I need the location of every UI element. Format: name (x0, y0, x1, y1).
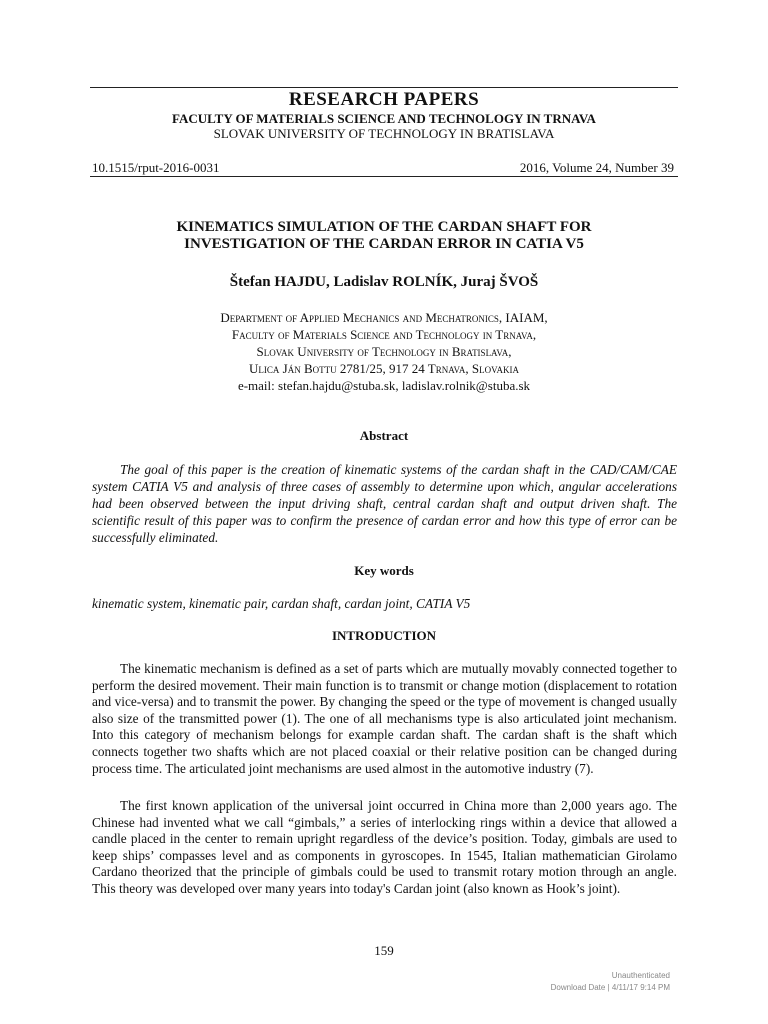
journal-title: RESEARCH PAPERS (288, 89, 480, 110)
doi: 10.1515/rput-2016-0031 (92, 160, 220, 175)
keywords-heading: Key words (354, 563, 414, 578)
email: e-mail: stefan.hajdu@stuba.sk, ladislav.rolnik@stuba.sk (237, 378, 531, 393)
top-rule (90, 87, 678, 88)
volume-info: 2016, Volume 24, Number 39 (519, 160, 674, 175)
affiliation-line-1: Department of Applied Mechanics and Mechatronics, IAIAM, (220, 310, 548, 325)
introduction-paragraph-2: The first known application of the universal joint occurred in China more than 2,000 years ago. The Chinese had invented what we call “gimbals,” a series of interlocking rings within a device that allowed a candle placed in the center to remain upright regardless of the device’s position. Today, gimbals are used to keep ships’ compasses level and as components in gyroscopes. In 1545, Italian mathematician Girolamo Cardano theorized that the principle of gimbals could be used to transmit rotary motion through an angle. This theory was developed over many years into today's Cardan joint (also known as Hook’s joint). (92, 798, 677, 896)
paper-title-line-1: KINEMATICS SIMULATION OF THE CARDAN SHAFT FOR (176, 219, 592, 235)
affiliation-line-2: Faculty of Materials Science and Technology in Trnava, (231, 327, 537, 342)
watermark-download-date: Download Date | 4/11/17 9:14 PM (550, 983, 670, 992)
abstract-text: The goal of this paper is the creation of kinematic systems of the cardan shaft in the CAD/CAM/CAE system CATIA V5 and analysis of three cases of assembly to determine upon which, angular accelerations had been observed between the input driving shaft, central cardan shaft and output driven shaft. The scientific result of this paper was to confirm the presence of cardan error and how this type of error can be successfully eliminated. (92, 462, 677, 545)
authors: Štefan HAJDU, Ladislav ROLNÍK, Juraj ŠVOŠ (229, 274, 539, 290)
paper-title-line-2: INVESTIGATION OF THE CARDAN ERROR IN CATIA V5 (184, 236, 584, 252)
university-line: SLOVAK UNIVERSITY OF TECHNOLOGY IN BRATISLAVA (213, 126, 555, 141)
abstract-heading: Abstract (359, 428, 409, 443)
affiliation-line-4: Ulica Ján Bottu 2781/25, 917 24 Trnava, Slovakia (249, 361, 519, 376)
keywords-text: kinematic system, kinematic pair, cardan shaft, cardan joint, CATIA V5 (92, 596, 471, 611)
page-number: 159 (374, 943, 394, 958)
introduction-heading: INTRODUCTION (331, 628, 436, 643)
affiliation-line-3: Slovak University of Technology in Bratislava, (256, 344, 512, 359)
introduction-paragraph-1: The kinematic mechanism is defined as a set of parts which are mutually movably connected together to perform the desired movement. Their main function is to transmit or change motion (displacement to rotation and vice-versa) and to transmit the power. By changing the speed or the type of movement is changed usually also size of the transmitted power (1). The one of all mechanisms type is also articulated joint mechanism. Into this category of mechanism belongs for example cardan shaft. The cardan shaft is the shaft which connects together two shafts which are not placed coaxial or their relative position can be changed during process time. The articulated joint mechanisms are used almost in the automotive industry (7). (92, 661, 677, 776)
header-rule (90, 176, 678, 177)
faculty-line: FACULTY OF MATERIALS SCIENCE AND TECHNOLOGY IN TRNAVA (172, 111, 596, 126)
watermark-unauthenticated: Unauthenticated (611, 971, 670, 980)
